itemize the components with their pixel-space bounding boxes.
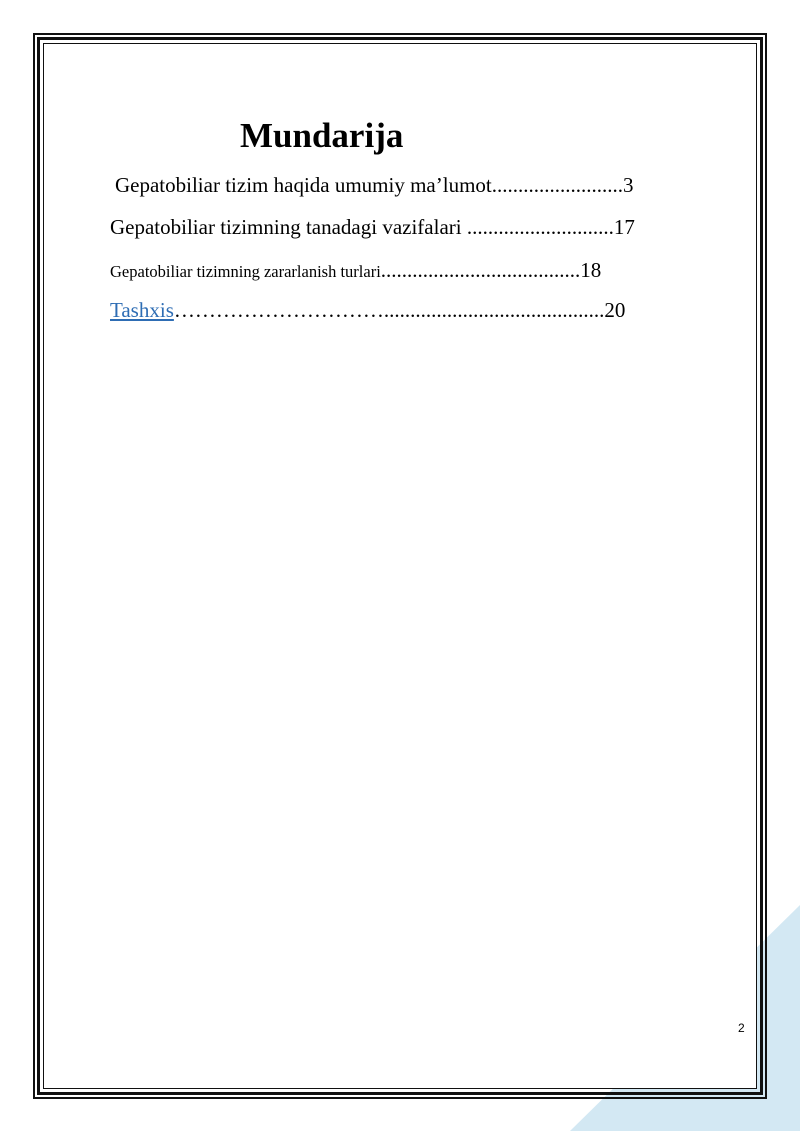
toc-entry-text: Gepatobiliar tizim haqida umumiy ma’lumot [115, 173, 492, 197]
toc-entry [115, 173, 634, 198]
page-border-inner [43, 43, 757, 1089]
toc-entry-leader: ...................................... [380, 258, 581, 282]
toc-entry-leader: ......................... [491, 173, 623, 197]
toc-title: Mundarija [240, 116, 404, 155]
toc-entry-leader: ............................ [461, 215, 614, 239]
toc-entry-page: 17 [613, 215, 635, 239]
toc-entry-page: 18 [580, 258, 602, 282]
toc-entry-text: Gepatobiliar tizimning tanadagi vazifalari [110, 215, 462, 239]
toc-entry [110, 298, 625, 323]
page-number: 2 [738, 1021, 745, 1035]
toc-entry-leader: ………………………….......................................... [173, 298, 605, 322]
toc-entry [110, 215, 635, 240]
toc-link-tashxis[interactable]: Tashxis [110, 298, 174, 322]
toc-entry-page: 3 [623, 173, 634, 197]
toc-entry-text: Gepatobiliar tizimning zararlanish turlari [110, 262, 381, 281]
toc-entry-page: 20 [604, 298, 626, 322]
toc-entry [110, 258, 601, 283]
